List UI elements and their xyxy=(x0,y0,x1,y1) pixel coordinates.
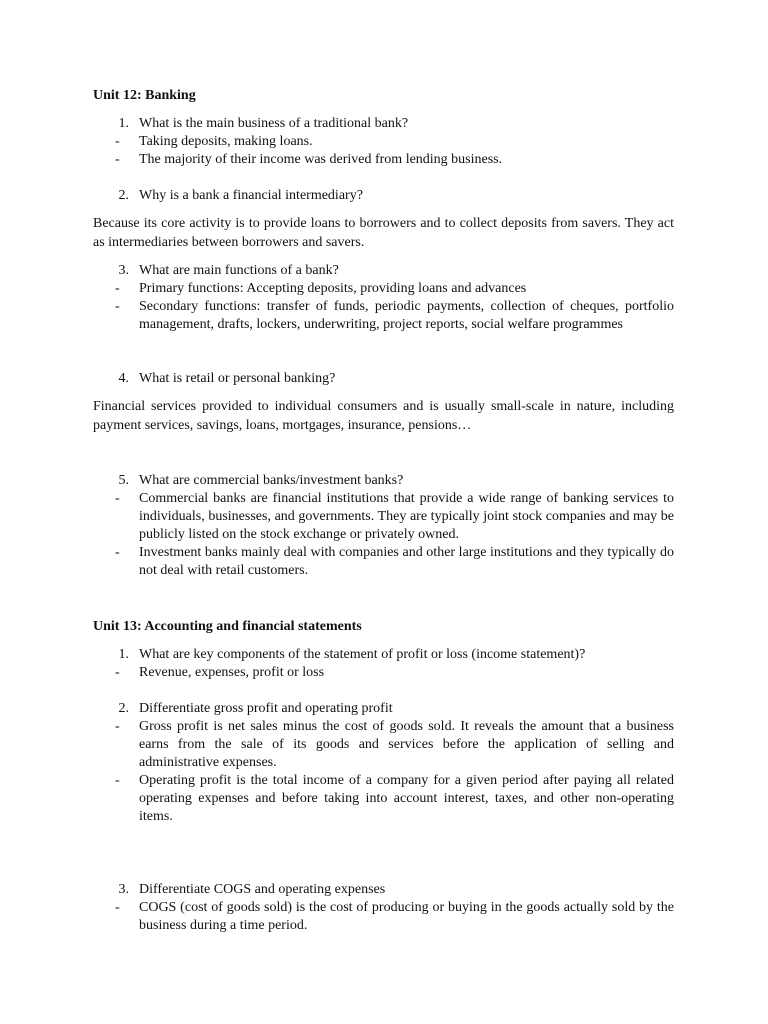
bullet-marker: - xyxy=(115,719,120,734)
bullet-marker: - xyxy=(115,773,120,788)
bullet-text: Taking deposits, making loans. xyxy=(139,134,313,149)
question-number: 2. xyxy=(118,188,129,203)
unit12-answer-4: Financial services provided to individual consumers and is usually small-scale in nature, including payment services, savings, loans, mortgages, insurance, pensions… xyxy=(93,399,674,433)
question-number: 5. xyxy=(118,473,129,488)
bullet-text: Primary functions: Accepting deposits, providing loans and advances xyxy=(139,281,527,296)
question-number: 3. xyxy=(118,882,129,897)
question-text: What are commercial banks/investment banks? xyxy=(139,473,404,488)
bullet-marker: - xyxy=(115,134,120,149)
question-number: 1. xyxy=(118,647,129,662)
question-text: Differentiate COGS and operating expenses xyxy=(139,882,386,897)
question-number: 4. xyxy=(118,371,129,386)
bullet-text: The majority of their income was derived from lending business. xyxy=(139,152,503,167)
bullet-text: COGS (cost of goods sold) is the cost of producing or buying in the goods actually sold by the business during a time period. xyxy=(139,900,674,933)
unit12-answer-2: Because its core activity is to provide loans to borrowers and to collect deposits from savers. They act as intermediaries between borrowers and savers. xyxy=(93,216,674,250)
question-text: Why is a bank a financial intermediary? xyxy=(139,188,363,203)
unit13-heading: Unit 13: Accounting and financial statements xyxy=(93,619,362,634)
question-number: 2. xyxy=(118,701,129,716)
unit12-heading: Unit 12: Banking xyxy=(93,88,196,103)
question-text: Differentiate gross profit and operating profit xyxy=(139,701,393,716)
bullet-text: Revenue, expenses, profit or loss xyxy=(139,665,325,680)
bullet-text: Investment banks mainly deal with companies and other large institutions and they typically do not deal with retail customers. xyxy=(139,545,674,578)
question-text: What are key components of the statement of profit or loss (income statement)? xyxy=(139,647,586,662)
bullet-marker: - xyxy=(115,665,120,680)
bullet-marker: - xyxy=(115,900,120,915)
question-text: What are main functions of a bank? xyxy=(139,263,339,278)
bullet-text: Gross profit is net sales minus the cost of goods sold. It reveals the amount that a business earns from the sale of its goods and services before the application of selling and administrative expenses. xyxy=(139,719,674,770)
bullet-text: Commercial banks are financial institutions that provide a wide range of banking services to individuals, businesses, and governments. They are typically joint stock companies and may be publicly listed on the stock exchange or privately owned. xyxy=(139,491,674,542)
bullet-text: Secondary functions: transfer of funds, periodic payments, collection of cheques, portfolio management, drafts, lockers, underwriting, project reports, social welfare programmes xyxy=(139,299,674,332)
question-text: What is the main business of a traditional bank? xyxy=(139,116,409,131)
bullet-marker: - xyxy=(115,299,120,314)
bullet-marker: - xyxy=(115,281,120,296)
question-number: 1. xyxy=(118,116,129,131)
bullet-marker: - xyxy=(115,491,120,506)
bullet-text: Operating profit is the total income of a company for a given period after paying all related operating expenses and before taking into account interest, taxes, and other non-operating items. xyxy=(139,773,674,824)
bullet-marker: - xyxy=(115,545,120,560)
bullet-marker: - xyxy=(115,152,120,167)
question-text: What is retail or personal banking? xyxy=(139,371,336,386)
question-number: 3. xyxy=(118,263,129,278)
